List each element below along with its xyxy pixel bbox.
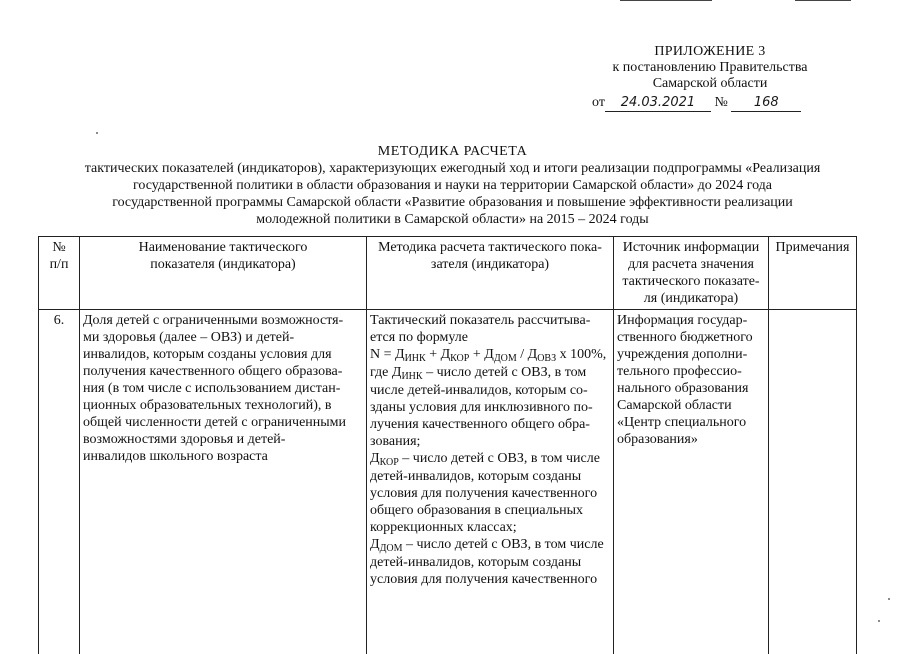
appendix-line: Самарской области [560, 76, 860, 92]
header-cell-number: № п/п [39, 237, 80, 310]
date-prefix: от [592, 95, 605, 110]
heading-line: молодежной политики в Самарской области» на 2015 – 2024 годы [40, 211, 865, 228]
appendix-line: к постановлению Правительства [560, 60, 860, 76]
scan-speck [878, 620, 880, 622]
heading-line: государственной политики в области образования и науки на территории Самарской области» до 2024 года [40, 177, 865, 194]
notes-cell [769, 310, 857, 654]
appendix-title: ПРИЛОЖЕНИЕ 3 [560, 44, 860, 60]
row-number: 6. [39, 310, 80, 654]
document-heading [40, 143, 865, 228]
page-title: МЕТОДИКА РАСЧЕТА [40, 143, 865, 160]
information-source: Информация государ- ственного бюджетного учреждения дополни- тельного профессио- нального образования Самарской области «Центр специального образования» [614, 310, 769, 654]
header-cell-method: Методика расчета тактического пока- зателя (индикатора) [367, 237, 614, 310]
header-cell-name: Наименование тактического показателя (индикатора) [80, 237, 367, 310]
formula: $N = Д_{ИНК} + Д_{КОР} + Д_{ДОМ} / Д_{ОВЗ}$ х 100%, [370, 346, 610, 364]
scan-speck [96, 132, 98, 134]
heading-line: государственной программы Самарской области «Развитие образования и повышение эффективности реализации [40, 194, 865, 211]
header-cell-source: Источник информации для расчета значения тактического показате- ля (индикатора) [614, 237, 769, 310]
table-header-row [39, 237, 857, 310]
handwritten-date: 24.03.2021 [605, 95, 711, 112]
calculation-method: Тактический показатель рассчитыва- ется по формуле $N = Д_{ИНК} + Д_{КОР} + Д_{ДОМ} / Д_{ОВЗ}$ х 100%, где $Д_{ИНК}$ – число детей с ОВЗ, в том числе детей-инвалидов, которым со- зданы условия для инклюзивного по- лучения качественного общего обра- зования; $Д_{КОР}$ – число детей с ОВЗ, в том числе детей-инвалидов, которым созданы условия для получения качественного общего образования в специальных коррекционных классах; $Д_{ДОМ}$ – число детей с ОВЗ, в том числе детей-инвалидов, которым созданы условия для получения качественного [367, 310, 614, 654]
scan-edge-line [620, 0, 712, 1]
heading-line: тактических показателей (индикаторов), характеризующих ежегодный ход и итоги реализации подпрограммы «Реализация [40, 160, 865, 177]
number-prefix: № [714, 95, 727, 110]
scan-speck [888, 598, 890, 600]
handwritten-number: 168 [731, 95, 801, 112]
indicator-name: Доля детей с ограниченными возможностя- ми здоровья (далее – ОВЗ) и детей- инвалидов, которым созданы условия для получения качественного общего образова- ния (в том числе с использованием дистан- ционных образовательных технологий), в общей численности детей с ограниченными возможностями здоровья и детей- инвалидов школьного возраста [80, 310, 367, 654]
appendix-block [560, 44, 860, 92]
scan-edge-line [795, 0, 851, 1]
header-cell-notes: Примечания [769, 237, 857, 310]
table-row [39, 310, 857, 654]
order-date-number [592, 95, 801, 112]
indicator-table [38, 236, 857, 654]
